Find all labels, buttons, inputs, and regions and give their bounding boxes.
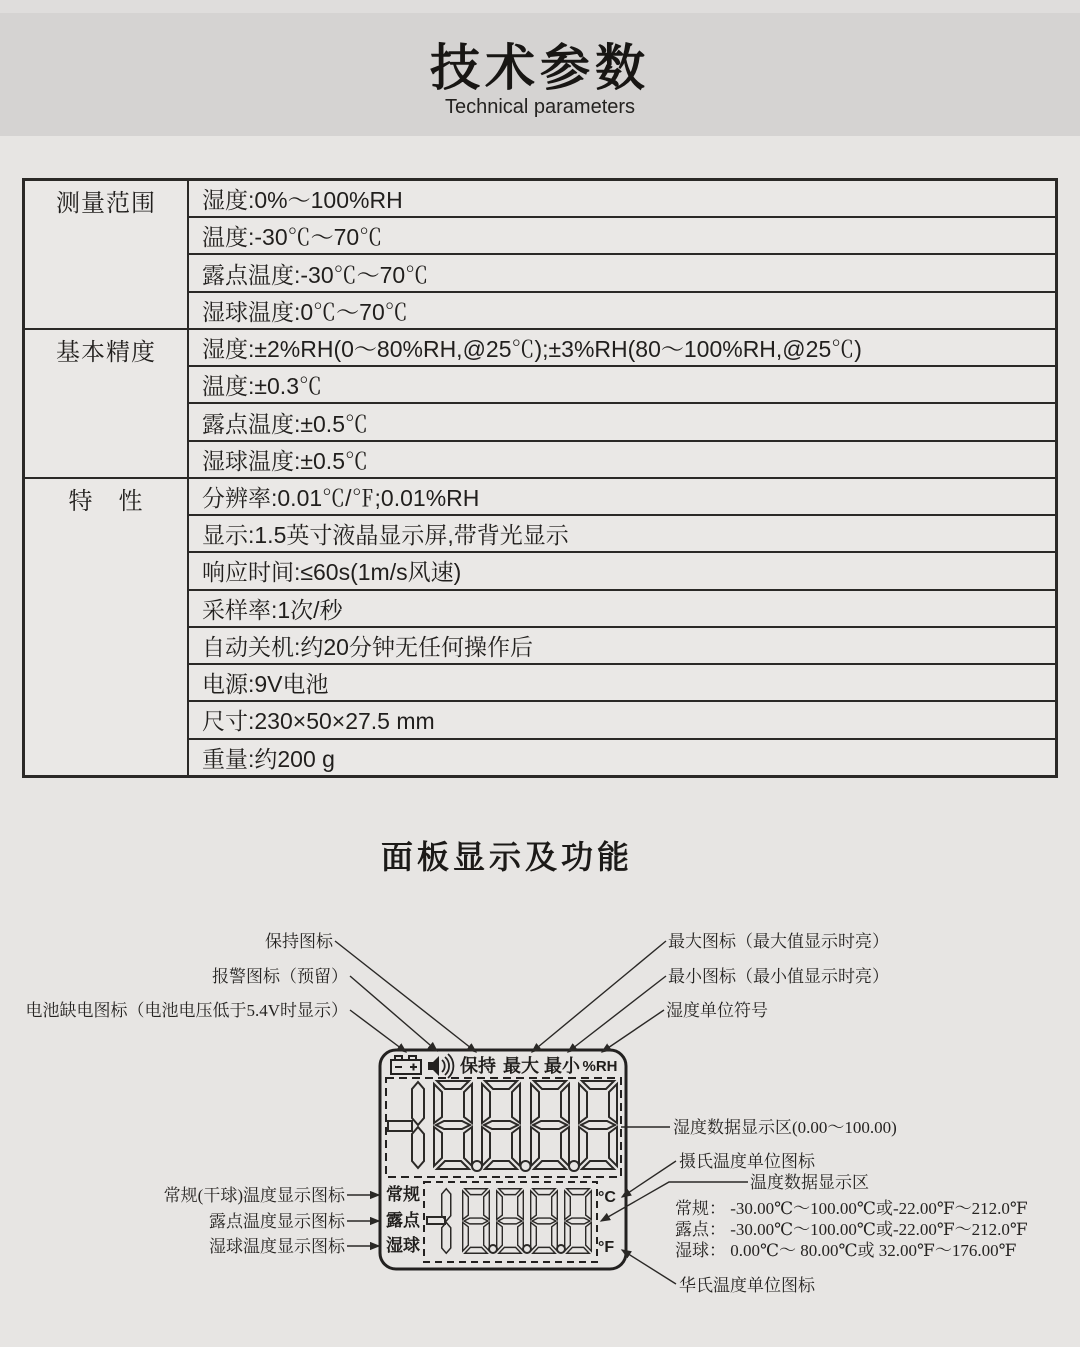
callout-fahrenheit-icon: 华氏温度单位图标 [679,1276,815,1295]
spec-value: 响应时间:≤60s(1m/s风速) [188,552,1057,589]
spec-group-label: 基本精度 [24,329,189,478]
spec-group-label: 特 性 [24,478,189,777]
lcd-dew-label: 露点 [386,1211,420,1230]
callout-celsius-icon: 摄氏温度单位图标 [679,1152,815,1171]
humidity-decimal-point [472,1161,482,1171]
lcd-max-label: 最大 [503,1056,539,1076]
spec-value: 自动关机:约20分钟无任何操作后 [188,627,1057,664]
spec-value: 露点温度:-30℃～70℃ [188,254,1057,291]
temperature-minus-segment [427,1217,445,1224]
spec-value: 温度:±0.3℃ [188,366,1057,403]
lcd-hold-label: 保持 [460,1056,496,1076]
callout-wet-icon: 湿球温度显示图标 [209,1237,345,1256]
spec-value: 采样率:1次/秒 [188,590,1057,627]
spec-value: 分辨率:0.01℃/℉;0.01%RH [188,478,1057,515]
temperature-decimal-point [557,1245,565,1253]
spec-table-body [24,180,1057,777]
temperature-decimal-point [523,1245,531,1253]
spec-table [22,178,1058,778]
callout-hold: 保持图标 [265,932,333,951]
spec-value: 露点温度:±0.5℃ [188,403,1057,440]
humidity-decimal-point [569,1161,579,1171]
humidity-digit [482,1081,520,1169]
spec-value: 温度:-30℃～70℃ [188,217,1057,254]
callout-line-max [532,941,666,1052]
lcd-fahrenheit-unit: °F [598,1239,615,1256]
temp-range-dew: 露点： -30.00℃～100.00℃或-22.00℉～212.0℉ [675,1220,1028,1239]
callout-line-humidity-unit [602,1010,664,1052]
top-strip [0,0,1080,13]
temp-range-wet: 湿球： 0.00℃～ 80.00℃或 32.00℉～176.00℉ [675,1241,1017,1260]
lcd-rh-unit-label: %RH [582,1058,618,1075]
callout-battery: 电池缺电图标（电池电压低于5.4V时显示） [25,1001,348,1020]
lcd-celsius-unit: °C [598,1189,616,1206]
spec-value: 尺寸:230×50×27.5 mm [188,701,1057,738]
battery-low-icon [391,1056,421,1074]
humidity-minus-segment [388,1121,412,1131]
spec-table-row [24,478,1057,515]
callout-line-celsius-icon [622,1161,676,1197]
spec-group-label: 测量范围 [24,180,189,329]
callout-humidity-unit: 湿度单位符号 [666,1001,768,1020]
callout-line-fahrenheit-icon [622,1250,676,1284]
humidity-digit [434,1081,472,1169]
callout-max: 最大图标（最大值显示时亮） [668,932,889,951]
panel-diagram [0,930,1080,1347]
callout-line-hold [335,941,476,1052]
spec-value: 湿球温度:0℃～70℃ [188,292,1057,329]
spec-value: 显示:1.5英寸液晶显示屏,带背光显示 [188,515,1057,552]
speaker-alarm-icon [428,1054,453,1078]
temp-range-normal: 常规： -30.00℃～100.00℃或-22.00℉～212.0℉ [675,1199,1028,1218]
callout-alarm: 报警图标（预留） [212,967,348,986]
humidity-decimal-point [521,1161,531,1171]
humidity-digit [579,1081,617,1169]
spec-table-row [24,180,1057,218]
callout-temp-area: 温度数据显示区 [750,1173,869,1192]
panel-section-title: 面板显示及功能 [380,839,633,875]
humidity-half-digit [412,1082,424,1168]
page-subtitle: Technical parameters [444,96,636,118]
spec-table-row [24,329,1057,366]
temperature-decimal-point [489,1245,497,1253]
spec-value: 电源:9V电池 [188,664,1057,701]
humidity-digit [531,1081,569,1169]
spec-value: 重量:约200 g [188,739,1057,777]
temperature-half-digit [442,1189,451,1254]
temperature-digit [497,1189,524,1254]
callout-humidity-area: 湿度数据显示区(0.00～100.00) [673,1118,897,1137]
lcd-min-label: 最小 [544,1056,580,1076]
spec-value: 湿度:±2%RH(0～80%RH,@25℃);±3%RH(80～100%RH,@25℃) [188,329,1057,366]
callout-line-min [568,976,666,1052]
temperature-digit [463,1189,490,1254]
lcd-normal-label: 常规 [386,1185,420,1204]
temperature-digit [565,1189,592,1254]
spec-value: 湿度:0%～100%RH [188,180,1057,218]
callout-dew-icon: 露点温度显示图标 [209,1212,345,1231]
callout-min: 最小图标（最小值显示时亮） [668,967,889,986]
temperature-digit [531,1189,558,1254]
lcd-wet-label: 湿球 [386,1236,420,1255]
callout-normal-icon: 常规(干球)温度显示图标 [163,1186,345,1205]
spec-value: 湿球温度:±0.5℃ [188,441,1057,478]
page-title: 技术参数 [430,40,650,96]
